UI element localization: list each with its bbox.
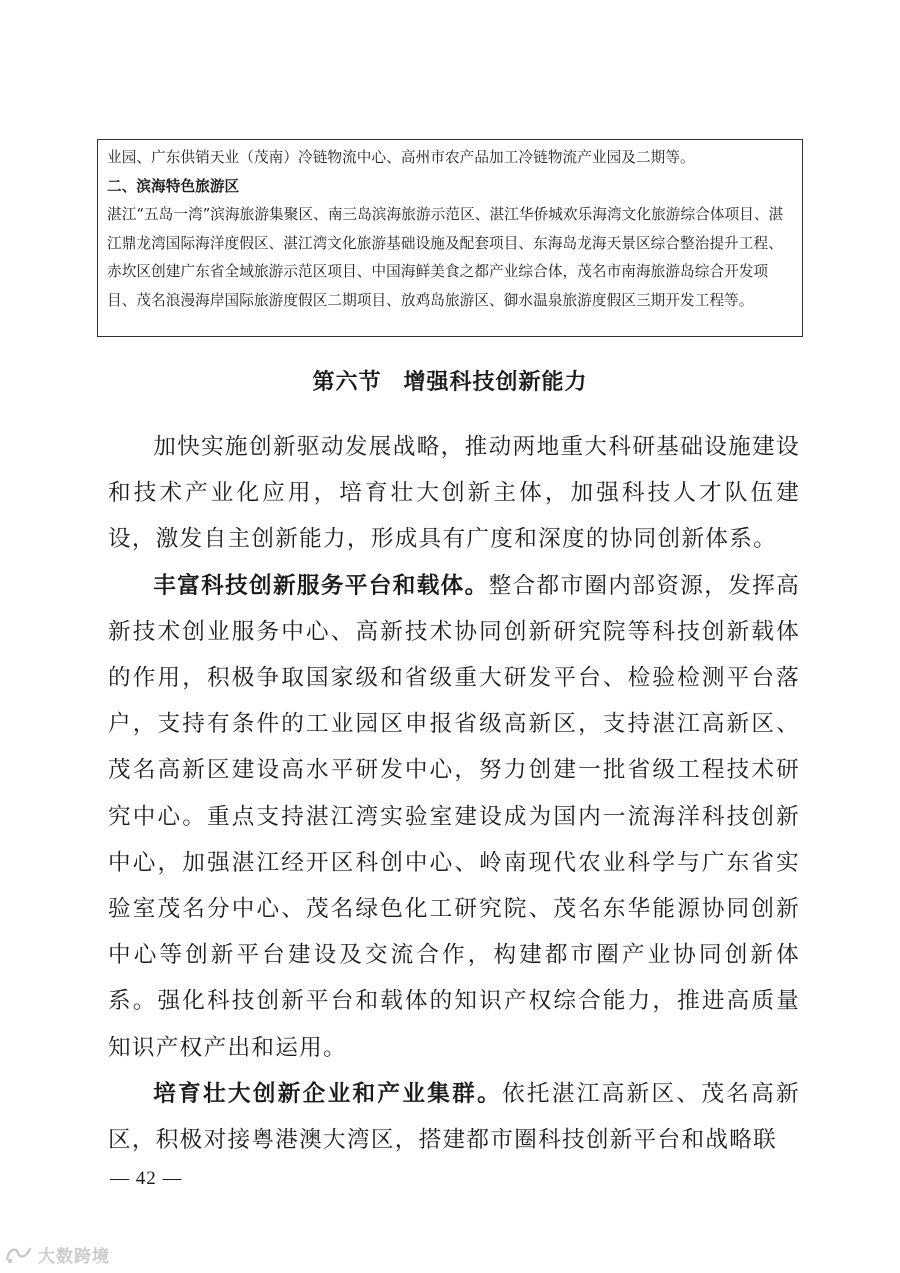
- paragraph-lead: 丰富科技创新服务平台和载体。: [153, 572, 489, 599]
- page-number: — 42 —: [110, 1168, 183, 1189]
- section-heading: 增强科技创新能力: [403, 370, 588, 395]
- paragraph-intro: [108, 424, 800, 563]
- logo-icon: [4, 1243, 34, 1265]
- paragraph-text: 整合都市圈内部资源，发挥高新技术创业服务中心、高新技术协同创新研究院等科技创新载体的作用，积极争取国家级和省级重大研发平台、检验检测平台落户，支持有条件的工业园区申报省级高新区，支持湛江高新区、茂名高新区建设高水平研发中心，努力创建一批省级工程技术研究中心。重点支持湛江湾实验室建设成为国内一流海洋科技创新中心，加强湛江经开区科创中心、岭南现代农业科学与广东省实验室茂名分中心、茂名绿色化工研究院、茂名东华能源协同创新中心等创新平台建设及交流合作，构建都市圈产业协同创新体系。强化科技创新平台和载体的知识产权综合能力，推进高质量知识产权产出和运用。: [108, 572, 800, 1061]
- project-list-box: [97, 139, 803, 337]
- paragraph-text: 依托湛江高新区、茂名高新区，积极对接粤港澳大湾区，搭建都市圈科技创新平台和战略联: [108, 1080, 800, 1154]
- paragraph-platforms: [108, 563, 800, 1071]
- box-paragraph: 湛江“五岛一湾”滨海旅游集聚区、南三岛滨海旅游示范区、湛江华侨城欢乐海湾文化旅游综合体项目、湛江鼎龙湾国际海洋度假区、湛江湾文化旅游基础设施及配套项目、东海岛龙海天景区综合整治提升工程、赤坎区创建广东省全域旅游示范区项目、中国海鲜美食之都产业综合体，茂名市南海旅游岛综合开发项目、茂名浪漫海岸国际旅游度假区二期项目、放鸡岛旅游区、御水温泉旅游度假区三期开发工程等。: [107, 206, 784, 309]
- body-text: [108, 424, 800, 1163]
- box-subheading: 二、滨海特色旅游区: [107, 177, 240, 195]
- watermark: [4, 1240, 110, 1268]
- watermark-text: 大数跨境: [38, 1246, 110, 1267]
- paragraph-text: 加快实施创新驱动发展战略，推动两地重大科研基础设施建设和技术产业化应用，培育壮大创新主体，加强科技人才队伍建设，激发自主创新能力，形成具有广度和深度的协同创新体系。: [108, 434, 800, 553]
- paragraph-lead: 培育壮大创新企业和产业集群。: [153, 1080, 503, 1107]
- section-number: 第六节: [312, 370, 382, 395]
- box-continuation-line: 业园、广东供销天业（茂南）冷链物流中心、高州市农产品加工冷链物流产业园及二期等。: [107, 149, 695, 166]
- paragraph-enterprises: [108, 1071, 800, 1163]
- section-title: [0, 366, 900, 400]
